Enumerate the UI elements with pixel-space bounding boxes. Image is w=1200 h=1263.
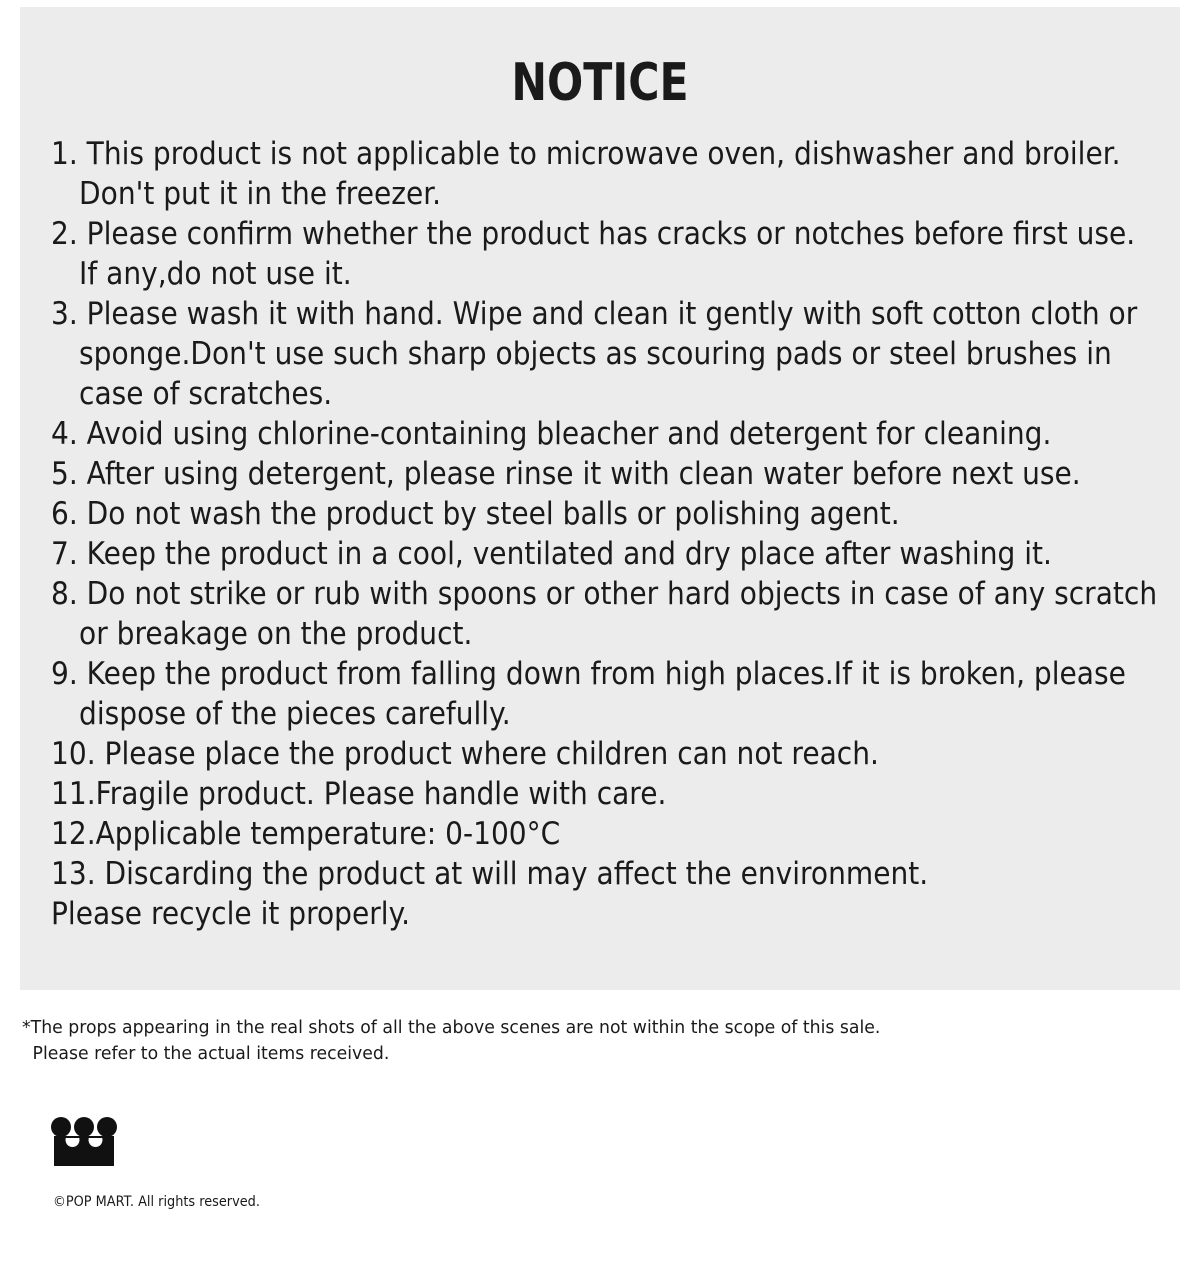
notice-line-1-continued: Don't put it in the freezer. xyxy=(79,176,442,212)
notice-line-11: 11.Fragile product. Please handle with care. xyxy=(51,776,667,812)
copyright: ©POP MART. All rights reserved. xyxy=(53,1194,260,1210)
notice-panel xyxy=(20,7,1180,990)
notice-line-12: 12.Applicable temperature: 0-100°C xyxy=(51,816,561,852)
notice-line-8-continued: or breakage on the product. xyxy=(79,616,473,652)
logo-notch-right xyxy=(89,1133,103,1147)
logo-circle-middle xyxy=(74,1117,94,1137)
logo-circle-left xyxy=(51,1117,71,1137)
logo-base xyxy=(54,1136,114,1166)
notice-title: NOTICE xyxy=(511,53,689,113)
logo-notch-left xyxy=(66,1133,80,1147)
notice-line-2-continued: If any,do not use it. xyxy=(79,256,352,292)
notice-line-8: 8. Do not strike or rub with spoons or other hard objects in case of any scratch xyxy=(51,576,1158,612)
notice-list xyxy=(51,134,1176,934)
notice-line-7: 7. Keep the product in a cool, ventilated and dry place after washing it. xyxy=(51,536,1052,572)
pop-mart-logo-icon xyxy=(48,1116,120,1168)
notice-line-6: 6. Do not wash the product by steel balls or polishing agent. xyxy=(51,496,900,532)
notice-line-2: 2. Please confirm whether the product has cracks or notches before first use. xyxy=(51,216,1136,252)
notice-line-1: 1. This product is not applicable to microwave oven, dishwasher and broiler. xyxy=(51,136,1121,172)
notice-line-3: 3. Please wash it with hand. Wipe and clean it gently with soft cotton cloth or xyxy=(51,296,1138,332)
logo-circle-right xyxy=(97,1117,117,1137)
notice-line-9-continued: dispose of the pieces carefully. xyxy=(79,696,511,732)
disclaimer xyxy=(22,1015,916,1067)
notice-line-3-continued: sponge.Don't use such sharp objects as scouring pads or steel brushes in xyxy=(79,336,1112,372)
disclaimer-line-2: Please refer to the actual items received. xyxy=(32,1043,390,1064)
notice-line-9: 9. Keep the product from falling down from high places.If it is broken, please xyxy=(51,656,1126,692)
notice-line-10: 10. Please place the product where children can not reach. xyxy=(51,736,879,772)
notice-line-5: 5. After using detergent, please rinse it with clean water before next use. xyxy=(51,456,1081,492)
notice-line-4: 4. Avoid using chlorine-containing bleacher and detergent for cleaning. xyxy=(51,416,1052,452)
notice-line-13-continued: Please recycle it properly. xyxy=(51,896,411,932)
notice-line-13: 13. Discarding the product at will may affect the environment. xyxy=(51,856,929,892)
notice-line-3-continued-2: case of scratches. xyxy=(79,376,333,412)
logo-bar xyxy=(54,1136,114,1138)
disclaimer-line-1: *The props appearing in the real shots of all the above scenes are not within the scope of this sale. xyxy=(22,1017,881,1038)
